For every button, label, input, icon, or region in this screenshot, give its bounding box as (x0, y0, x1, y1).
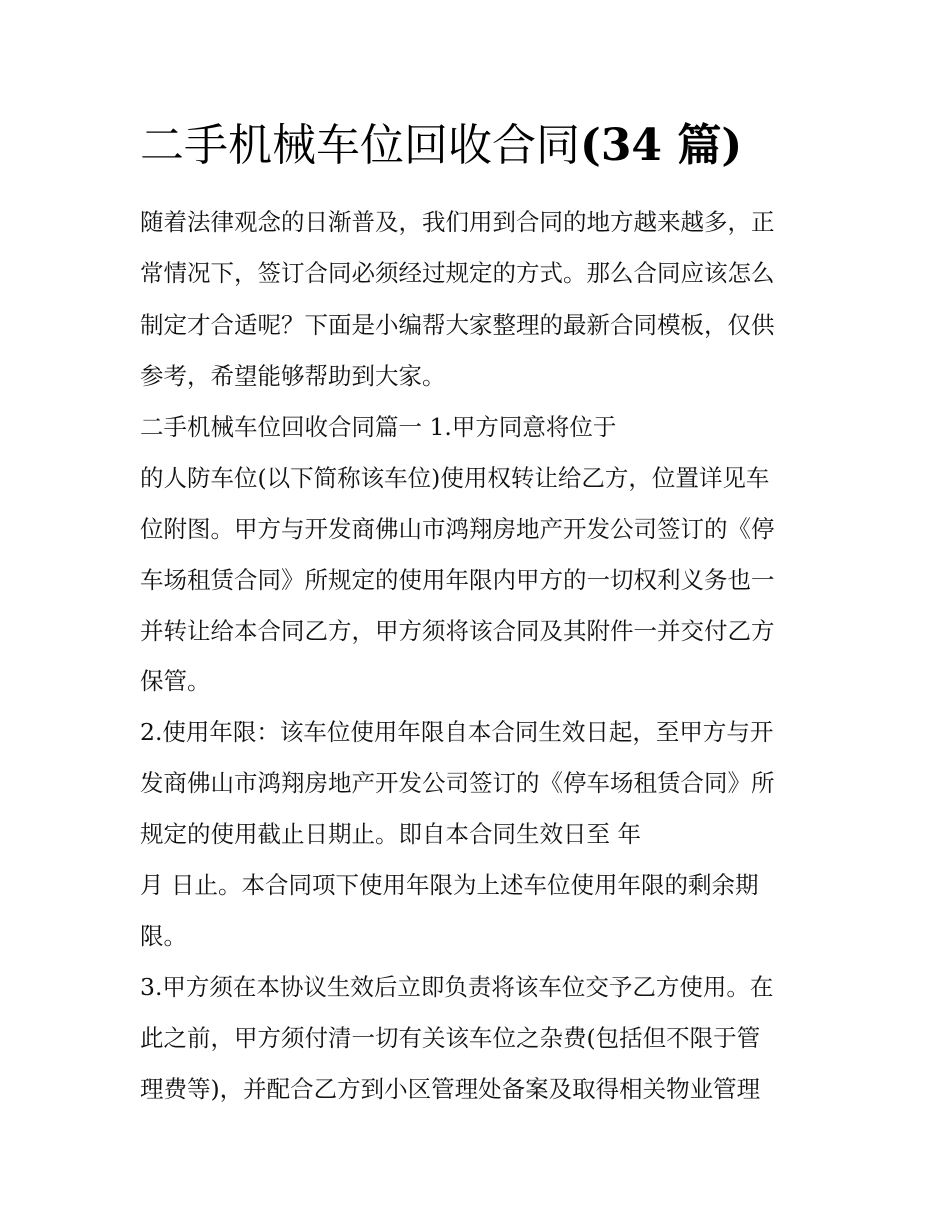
paragraph-line: 二手机械车位回收合同篇一 1.甲方同意将位于 (140, 413, 617, 441)
paragraph-line: 位附图。甲方与开发商佛山市鸿翔房地产开发公司签订的《停 (140, 515, 775, 543)
paragraph-line: 理费等)，并配合乙方到小区管理处备案及取得相关物业管理 (140, 1075, 761, 1103)
paragraph-line: 保管。 (140, 667, 211, 695)
paragraph-line: 限。 (140, 922, 187, 950)
paragraph-line: 2.使用年限：该车位使用年限自本合同生效日起，至甲方与开 (140, 718, 774, 746)
paragraph-line: 月 日止。本合同项下使用年限为上述车位使用年限的剩余期 (140, 871, 759, 899)
paragraph-line: 规定的使用截止日期止。即自本合同生效日至 年 (140, 820, 641, 848)
paragraph-line: 常情况下，签订合同必须经过规定的方式。那么合同应该怎么 (140, 259, 775, 287)
paragraph-line: 车场租赁合同》所规定的使用年限内甲方的一切权利义务也一 (140, 566, 775, 594)
paragraph-line: 此之前，甲方须付清一切有关该车位之杂费(包括但不限于管 (140, 1024, 761, 1052)
paragraph-line: 发商佛山市鸿翔房地产开发公司签订的《停车场租赁合同》所 (140, 769, 775, 797)
title-text: 二手机械车位回收合同 (140, 120, 580, 171)
paragraph-line: 的人防车位(以下简称该车位)使用权转让给乙方，位置详见车 (140, 464, 770, 492)
paragraph-line: 制定才合适呢？下面是小编帮大家整理的最新合同模板，仅供 (140, 311, 775, 339)
paragraph-line: 参考，希望能够帮助到大家。 (140, 362, 446, 390)
paragraph-line: 并转让给本合同乙方，甲方须将该合同及其附件一并交付乙方 (140, 617, 775, 645)
paragraph-line: 3.甲方须在本协议生效后立即负责将该车位交予乙方使用。在 (140, 973, 774, 1001)
title-count: (34 篇) (580, 120, 743, 171)
document-title (140, 116, 742, 176)
paragraph-line: 随着法律观念的日渐普及，我们用到合同的地方越来越多，正 (140, 208, 775, 236)
